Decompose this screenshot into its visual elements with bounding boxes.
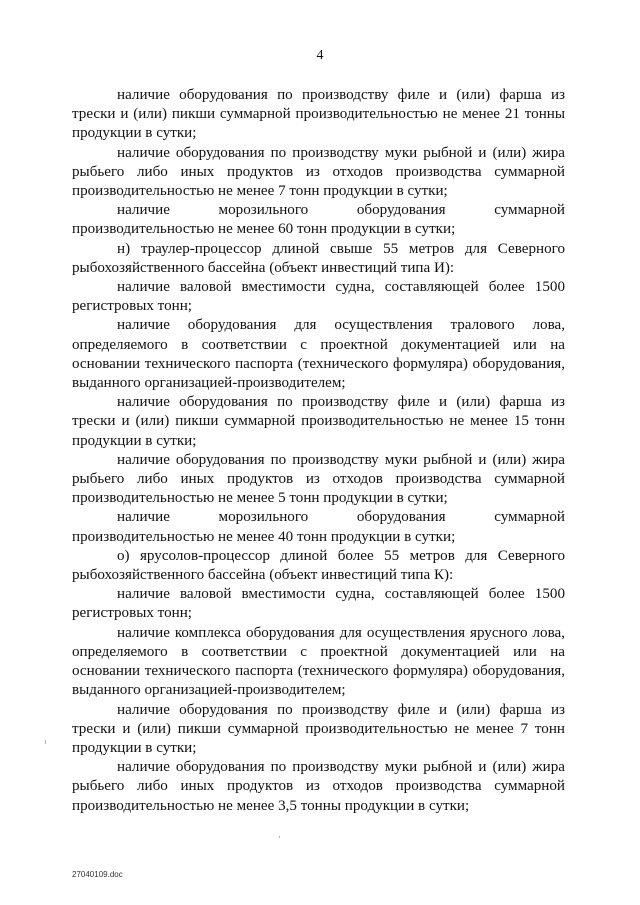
paragraph: наличие валовой вместимости судна, составляющей более 1500 регистровых тонн;: [72, 279, 565, 315]
paragraph: наличие оборудования по производству филе и (или) фарша из трески и (или) пикши суммарной производительностью не менее 15 тонн продукции в сутки;: [72, 394, 565, 449]
paragraph: наличие оборудования для осуществления тралового лова, определяемого в соответствии с проектной документацией или на основании технического паспорта (технического формуляра) оборудования, выданного организацией-производителем;: [72, 317, 565, 392]
paragraph: н) траулер-процессор длиной свыше 55 метров для Северного рыбохозяйственного бассейна (объект инвестиций типа И):: [72, 240, 565, 276]
paragraph: о) ярусолов-процессор длиной более 55 метров для Северного рыбохозяйственного бассейна (объект инвестиций типа К):: [72, 547, 565, 584]
paragraph: наличие оборудования по производству муки рыбной и (или) жира рыбьего либо иных продуктов из отходов производства суммарной производительностью не менее 5 тонн продукции в сутки;: [72, 451, 565, 507]
paragraph: наличие оборудования по производству муки рыбной и (или) жира рыбьего либо иных продуктов из отходов производства суммарной производительностью не менее 3,5 тонны продукции в сутки;: [72, 759, 565, 814]
document-body: [72, 86, 565, 816]
paragraph: наличие оборудования по производству филе и (или) фарша из трески и (или) пикши суммарной производительностью не менее 21 тонны продукции в сутки;: [72, 87, 565, 142]
paragraph: наличие валовой вместимости судна, составляющей более 1500 регистровых тонн;: [72, 586, 565, 622]
page-number: 4: [316, 48, 324, 63]
paragraph: наличие оборудования по производству муки рыбной и (или) жира рыбьего либо иных продуктов из отходов производства суммарной производительностью не менее 7 тонн продукции в сутки;: [72, 144, 565, 200]
scan-speck: [279, 836, 280, 838]
scan-speck: [45, 740, 46, 744]
paragraph: наличие комплекса оборудования для осуществления ярусного лова, определяемого в соответствии с проектной документацией или на основании технического паспорта (технического формуляра) оборудования, выданного организацией-производителем;: [72, 624, 565, 699]
paragraph: наличие оборудования по производству филе и (или) фарша из трески и (или) пикши суммарной производительностью не менее 7 тонн продукции в сутки;: [72, 701, 565, 756]
footer-filename: 27040109.doc: [72, 870, 123, 879]
paragraph: наличие морозильного оборудования суммарной производительностью не менее 40 тонн продукции в сутки;: [72, 509, 565, 545]
paragraph: наличие морозильного оборудования суммарной производительностью не менее 60 тонн продукции в сутки;: [72, 202, 565, 238]
